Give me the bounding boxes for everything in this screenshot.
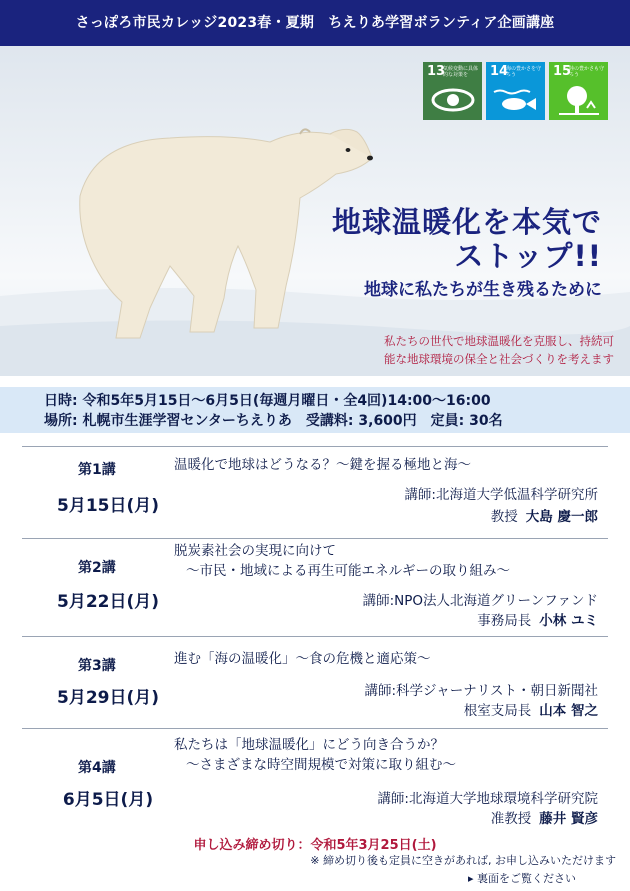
sdg-14-icon bbox=[486, 62, 545, 120]
header-title: さっぽろ市民カレッジ2023春・夏期 ちえりあ学習ボランティア企画講座 bbox=[0, 0, 630, 46]
lecturer-affiliation: 講師:科学ジャーナリスト・朝日新聞社 bbox=[364, 683, 598, 699]
lecture-title-line1: 温暖化で地球はどうなる？～鍵を握る極地と海～ bbox=[174, 457, 471, 473]
lecturer-position: 教授 bbox=[490, 509, 518, 525]
fish-icon bbox=[486, 62, 545, 120]
lecturer-name-line bbox=[491, 507, 598, 527]
sdg-13-number: 13 bbox=[427, 64, 446, 79]
lecture-date: 5月22日(月) bbox=[56, 592, 160, 612]
headline-line2: ストップ!! bbox=[454, 239, 602, 273]
lecture-title bbox=[174, 541, 510, 581]
lecture-title-line1: 私たちは「地球温暖化」にどう向き合うか？ bbox=[174, 737, 444, 753]
lecture-number: 第4講 bbox=[78, 760, 116, 776]
headline-line1: 地球温暖化を本気で bbox=[331, 205, 602, 239]
lecture-title-line1: 脱炭素社会の実現に向けて bbox=[174, 543, 336, 559]
sdg-13-icon bbox=[423, 62, 482, 120]
lecturer-affiliation: 講師:北海道大学地球環境科学研究院 bbox=[377, 791, 598, 807]
lecture-date: 5月29日(月) bbox=[56, 688, 160, 708]
lecture-4 bbox=[22, 728, 608, 830]
lecture-title-line1: 進む「海の温暖化」～食の危機と適応策～ bbox=[174, 651, 431, 667]
info-band bbox=[0, 387, 630, 433]
headline-subtitle: 地球に私たちが生き残るために bbox=[364, 280, 602, 300]
lecture-number: 第3講 bbox=[78, 658, 116, 674]
lecturer-affiliation: 講師:北海道大学低温科学研究所 bbox=[404, 487, 598, 503]
info-venue: 場所: 札幌市生涯学習センターちえりあ 受講料: 3,600円 定員: 30名 bbox=[44, 413, 503, 429]
lecture-title bbox=[174, 455, 471, 475]
lecture-date: 5月15日(月) bbox=[56, 496, 160, 516]
lecturer-name-line bbox=[477, 611, 598, 631]
lecture-number: 第1講 bbox=[78, 462, 116, 478]
sdg-13-label: 気候変動に具体的な対策を bbox=[443, 66, 479, 78]
lecturer-name: 小林 ユミ bbox=[539, 613, 598, 629]
lecturer-position: 事務局長 bbox=[477, 613, 532, 629]
sdg-15-label: 陸の豊かさも守ろう bbox=[569, 66, 605, 78]
tree-icon bbox=[549, 62, 608, 120]
intro-line2: 能な地球環境の保全と社会づくりを考えます bbox=[384, 352, 614, 366]
lecturer-name: 山本 智之 bbox=[539, 703, 598, 719]
sdg-14-number: 14 bbox=[490, 64, 509, 79]
deadline-note: ※ 締め切り後も定員に空きがあれば, お申し込みいただけます bbox=[310, 854, 616, 867]
see-back-link[interactable]: ▸ 裏面をご覧ください bbox=[467, 872, 576, 885]
lecturer-name-line bbox=[464, 701, 598, 721]
sdg-15-icon bbox=[549, 62, 608, 120]
lecturer-name: 大島 慶一郎 bbox=[525, 509, 598, 525]
lecturer-name-line bbox=[491, 809, 598, 829]
application-deadline: 申し込み締め切り：令和5年3月25日(土) bbox=[193, 838, 437, 853]
intro-line1: 私たちの世代で地球温暖化を克服し、持続可 bbox=[384, 334, 614, 348]
info-datetime: 日時: 令和5年5月15日～6月5日(毎週月曜日・全4回)14:00～16:00 bbox=[44, 393, 491, 409]
sdg-14-label: 海の豊かさを守ろう bbox=[506, 66, 542, 78]
lecturer-position: 准教授 bbox=[490, 811, 532, 827]
intro-text bbox=[306, 332, 614, 368]
headline bbox=[332, 205, 602, 303]
lecture-title-line2: ～さまざまな時空間規模で対策に取り組む～ bbox=[186, 757, 456, 773]
lecturer-name: 藤井 賢彦 bbox=[539, 811, 598, 827]
lecturer-position: 根室支局長 bbox=[463, 703, 532, 719]
lecture-date: 6月5日(月) bbox=[62, 790, 154, 810]
sdg-15-number: 15 bbox=[553, 64, 572, 79]
sdgs-icons bbox=[423, 62, 608, 120]
lecturer-affiliation: 講師:NPO法人北海道グリーンファンド bbox=[362, 593, 598, 609]
lecture-title bbox=[174, 735, 456, 775]
lecture-3 bbox=[22, 636, 608, 728]
lecture-title-line2: ～市民・地域による再生可能エネルギーの取り組み～ bbox=[186, 563, 510, 579]
lecture-1 bbox=[22, 446, 608, 538]
lecture-2 bbox=[22, 538, 608, 636]
lecture-title bbox=[174, 649, 431, 669]
eye-globe-icon bbox=[423, 62, 482, 120]
lecture-number: 第2講 bbox=[78, 560, 116, 576]
